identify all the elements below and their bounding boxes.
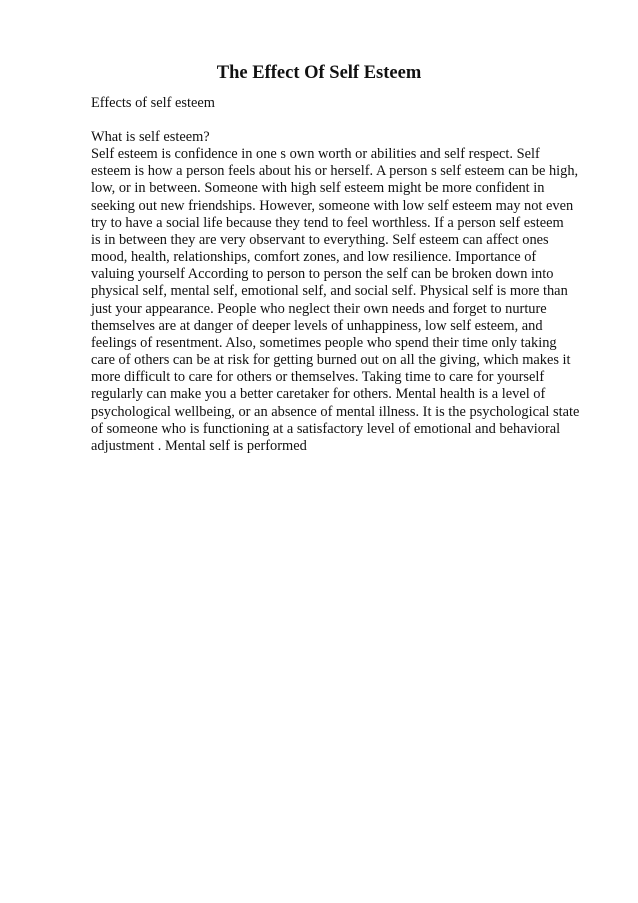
body-line: care of others can be at risk for getting burned out on all the giving, which makes it	[91, 352, 571, 369]
body-line: esteem is how a person feels about his or herself. A person s self esteem can be high,	[91, 163, 579, 180]
body-text	[91, 129, 586, 455]
document-title: The Effect Of Self Esteem	[216, 63, 422, 83]
body-line: just your appearance. People who neglect their own needs and forget to nurture	[91, 300, 547, 317]
body-line: adjustment . Mental self is performed	[91, 437, 307, 454]
body-line: What is self esteem?	[91, 129, 210, 145]
body-line: valuing yourself According to person to person the self can be broken down into	[91, 266, 554, 283]
document-subtitle: Effects of self esteem	[91, 95, 215, 111]
body-line: feelings of resentment. Also, sometimes people who spend their time only taking	[91, 334, 557, 351]
body-line: is in between they are very observant to everything. Self esteem can affect ones	[91, 231, 549, 248]
body-line: themselves are at danger of deeper levels of unhappiness, low self esteem, and	[91, 317, 543, 334]
body-line: psychological wellbeing, or an absence of mental illness. It is the psychological state	[91, 403, 580, 420]
body-line: physical self, mental self, emotional self, and social self. Physical self is more than	[91, 283, 568, 300]
body-line: mood, health, relationships, comfort zones, and low resilience. Importance of	[91, 249, 537, 266]
body-line: of someone who is functioning at a satisfactory level of emotional and behavioral	[91, 420, 561, 437]
body-line: seeking out new friendships. However, someone with low self esteem may not even	[91, 197, 574, 214]
body-line: try to have a social life because they tend to feel worthless. If a person self esteem	[91, 214, 564, 231]
body-line: regularly can make you a better caretaker for others. Mental health is a level of	[91, 386, 546, 403]
body-line: low, or in between. Someone with high self esteem might be more confident in	[91, 180, 545, 197]
body-line: Self esteem is confidence in one s own worth or abilities and self respect. Self	[91, 146, 540, 163]
body-line: more difficult to care for others or themselves. Taking time to care for yourself	[91, 369, 545, 386]
